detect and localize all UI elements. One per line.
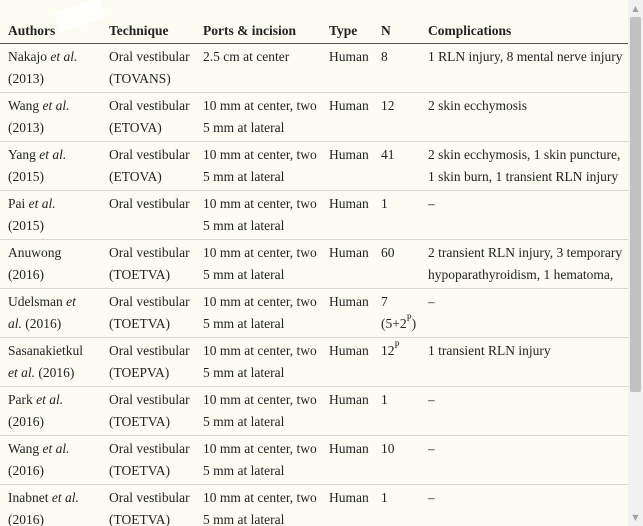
cell-complications [420, 338, 628, 387]
text-run: Yang [8, 147, 40, 162]
text-run: Nakajo [8, 49, 51, 64]
cell-line [8, 411, 101, 433]
cell-line [8, 144, 101, 166]
cell-line: (TOETVA) [109, 316, 170, 331]
table-body [0, 44, 628, 526]
cell-authors [0, 289, 101, 338]
table-row [0, 191, 628, 240]
cell-authors [0, 387, 101, 436]
scroll-up-arrow-icon[interactable]: ▲ [632, 4, 639, 13]
cell-ports [195, 240, 321, 289]
cell-type: Human [321, 485, 373, 526]
cell-line [8, 487, 101, 509]
cell-complications [420, 93, 628, 142]
header-ports: Ports & incision [195, 0, 321, 44]
cell-line [381, 144, 420, 166]
text-run: 1 [381, 196, 388, 211]
cell-type: Human [321, 142, 373, 191]
cell-line: (TOETVA) [109, 267, 170, 282]
cell-technique [101, 93, 195, 142]
cell-line: (TOVANS) [109, 71, 171, 86]
cell-n [373, 485, 420, 526]
cell-n [373, 338, 420, 387]
text-run: et [66, 294, 76, 309]
text-run: ) [411, 316, 417, 331]
cell-line: 10 mm at center, two [203, 147, 317, 162]
header-n: N [373, 0, 420, 44]
cell-ports [195, 93, 321, 142]
cell-n [373, 289, 420, 338]
cell-line: 5 mm at lateral [203, 414, 285, 429]
text-run: Park [8, 392, 37, 407]
cell-line: – [428, 196, 435, 211]
cell-line: Oral vestibular [109, 490, 190, 505]
text-run: Wang [8, 98, 43, 113]
cell-line: Oral vestibular [109, 49, 190, 64]
cell-line [381, 242, 420, 264]
table-row [0, 142, 628, 191]
text-run: (2013) [8, 120, 44, 135]
text-run: 12 [381, 98, 395, 113]
cell-type: Human [321, 191, 373, 240]
text-run: (2016) [8, 414, 44, 429]
cell-line: Oral vestibular [109, 196, 190, 211]
table-row [0, 387, 628, 436]
cell-ports [195, 338, 321, 387]
cell-line: 2 skin ecchymosis [428, 98, 527, 113]
cell-ports [195, 191, 321, 240]
header-technique: Technique [101, 0, 195, 44]
cell-line [8, 509, 101, 526]
cell-line: 10 mm at center, two [203, 294, 317, 309]
cell-line [8, 264, 101, 286]
cell-line: 5 mm at lateral [203, 267, 285, 282]
cell-line [381, 313, 420, 335]
text-run: (2015) [8, 169, 44, 184]
text-run: Sasanakietkul [8, 343, 83, 358]
cell-line [8, 68, 101, 90]
cell-line: Oral vestibular [109, 98, 190, 113]
cell-line: 1 transient RLN injury [428, 343, 551, 358]
cell-line: 2 skin ecchymosis, 1 skin puncture, [428, 147, 621, 162]
text-run: Pai [8, 196, 29, 211]
cell-line [8, 193, 101, 215]
cell-line [8, 166, 101, 188]
cell-type: Human [321, 44, 373, 93]
cell-line: – [428, 441, 435, 456]
text-run: 1 [381, 490, 388, 505]
cell-authors [0, 240, 101, 289]
table-row [0, 485, 628, 526]
cell-ports [195, 289, 321, 338]
cell-line: 10 mm at center, two [203, 490, 317, 505]
cell-complications [420, 44, 628, 93]
cell-complications [420, 387, 628, 436]
text-run: Wang [8, 441, 43, 456]
cell-n [373, 387, 420, 436]
cell-complications [420, 191, 628, 240]
cell-technique [101, 387, 195, 436]
text-run: et al. [39, 147, 67, 162]
cell-line: 10 mm at center, two [203, 245, 317, 260]
cell-line: Oral vestibular [109, 441, 190, 456]
cell-n [373, 240, 420, 289]
cell-complications [420, 240, 628, 289]
cell-line: 10 mm at center, two [203, 441, 317, 456]
table-row [0, 93, 628, 142]
cell-line: (TOETVA) [109, 512, 170, 526]
cell-line [381, 291, 420, 313]
text-run: et al. [50, 49, 78, 64]
cell-complications [420, 142, 628, 191]
cell-line [8, 340, 101, 362]
cell-technique [101, 44, 195, 93]
cell-n [373, 436, 420, 485]
text-run: (2016) [8, 463, 44, 478]
cell-line [381, 438, 420, 460]
cell-authors [0, 93, 101, 142]
cell-technique [101, 338, 195, 387]
cell-line: 2 transient RLN injury, 3 temporary [428, 245, 623, 260]
cell-n [373, 142, 420, 191]
cell-technique [101, 191, 195, 240]
cell-line: Oral vestibular [109, 343, 190, 358]
cell-authors [0, 142, 101, 191]
cell-line [381, 95, 420, 117]
text-run: 1 [381, 392, 388, 407]
table-row [0, 436, 628, 485]
cell-ports [195, 436, 321, 485]
cell-line: – [428, 392, 435, 407]
cell-authors [0, 485, 101, 526]
vertical-scrollbar[interactable] [628, 0, 643, 526]
cell-line: 5 mm at lateral [203, 512, 285, 526]
text-run: (2016) [21, 316, 62, 331]
cell-complications [420, 289, 628, 338]
cell-ports [195, 44, 321, 93]
cell-type: Human [321, 436, 373, 485]
text-run: Udelsman [8, 294, 67, 309]
cell-line: – [428, 294, 435, 309]
text-run: al. [8, 316, 22, 331]
cell-technique [101, 289, 195, 338]
cell-line [381, 389, 420, 411]
cell-line: 10 mm at center, two [203, 343, 317, 358]
cell-authors [0, 44, 101, 93]
text-run: 60 [381, 245, 395, 260]
cell-complications [420, 436, 628, 485]
cell-technique [101, 240, 195, 289]
cell-authors [0, 338, 101, 387]
cell-line [381, 340, 420, 362]
text-run: et al. [28, 196, 56, 211]
cell-line: 5 mm at lateral [203, 218, 285, 233]
cell-line: 10 mm at center, two [203, 196, 317, 211]
cell-ports [195, 142, 321, 191]
cell-line [8, 313, 101, 335]
table-row [0, 240, 628, 289]
scroll-down-arrow-icon[interactable]: ▼ [632, 513, 639, 522]
text-run: (5+2 [381, 316, 407, 331]
scroll-thumb[interactable] [630, 17, 641, 392]
cell-line: 10 mm at center, two [203, 392, 317, 407]
table-row [0, 44, 628, 93]
cell-line: Oral vestibular [109, 147, 190, 162]
superscript-text: P [406, 313, 412, 323]
cell-line [8, 117, 101, 139]
header-complications: Complications [420, 0, 628, 44]
cell-line: 1 RLN injury, 8 mental nerve injury [428, 49, 623, 64]
text-run: 12 [381, 343, 395, 358]
header-authors: Authors [0, 0, 101, 44]
text-run: (2016) [8, 512, 44, 526]
cell-line [8, 46, 101, 68]
cell-line: 2.5 cm at center [203, 49, 290, 64]
cell-line: (TOETVA) [109, 414, 170, 429]
table-row [0, 338, 628, 387]
cell-line [381, 46, 420, 68]
text-run: Anuwong [8, 245, 62, 260]
cell-line: 10 mm at center, two [203, 98, 317, 113]
cell-line [8, 242, 101, 264]
cell-ports [195, 485, 321, 526]
text-run: (2016) [8, 267, 44, 282]
cell-line: (TOEPVA) [109, 365, 170, 380]
cell-line: (TOETVA) [109, 463, 170, 478]
cell-technique [101, 142, 195, 191]
cell-line: Oral vestibular [109, 245, 190, 260]
text-run: et al. [36, 392, 64, 407]
superscript-text: P [394, 340, 400, 350]
cell-line: Oral vestibular [109, 392, 190, 407]
header-type: Type [321, 0, 373, 44]
cell-type: Human [321, 93, 373, 142]
cell-line [8, 362, 101, 384]
text-run: 41 [381, 147, 395, 162]
cell-line: 5 mm at lateral [203, 463, 285, 478]
cell-line [8, 215, 101, 237]
text-run: 8 [381, 49, 388, 64]
cell-line: (ETOVA) [109, 169, 162, 184]
cell-line [8, 389, 101, 411]
text-run: (2015) [8, 218, 44, 233]
cell-complications [420, 485, 628, 526]
text-run: (2013) [8, 71, 44, 86]
cell-line: 1 skin burn, 1 transient RLN injury [428, 169, 619, 184]
cell-line: hypoparathyroidism, 1 hematoma, [428, 267, 614, 282]
cell-type: Human [321, 387, 373, 436]
text-run: et al. [8, 365, 35, 380]
text-run: 7 [381, 294, 388, 309]
cell-line: Oral vestibular [109, 294, 190, 309]
table-row [0, 289, 628, 338]
text-run: et al. [51, 490, 79, 505]
cell-authors [0, 436, 101, 485]
cell-technique [101, 436, 195, 485]
cell-type: Human [321, 338, 373, 387]
cell-type: Human [321, 240, 373, 289]
text-run: et al. [42, 98, 70, 113]
cell-authors [0, 191, 101, 240]
cell-line [8, 95, 101, 117]
cell-technique [101, 485, 195, 526]
cell-n [373, 44, 420, 93]
cell-type: Human [321, 289, 373, 338]
cell-line: 5 mm at lateral [203, 365, 285, 380]
cell-line [381, 193, 420, 215]
text-run: (2016) [35, 365, 75, 380]
cell-line [8, 291, 101, 313]
cell-line [8, 460, 101, 482]
cell-n [373, 191, 420, 240]
cell-ports [195, 387, 321, 436]
cell-line [8, 438, 101, 460]
cell-line: 5 mm at lateral [203, 169, 285, 184]
cell-line: – [428, 490, 435, 505]
cell-n [373, 93, 420, 142]
cell-line: 5 mm at lateral [203, 120, 285, 135]
cell-line: 5 mm at lateral [203, 316, 285, 331]
text-run: et al. [42, 441, 70, 456]
text-run: 10 [381, 441, 395, 456]
cell-line: (ETOVA) [109, 120, 162, 135]
text-run: Inabnet [8, 490, 52, 505]
cell-line [381, 487, 420, 509]
